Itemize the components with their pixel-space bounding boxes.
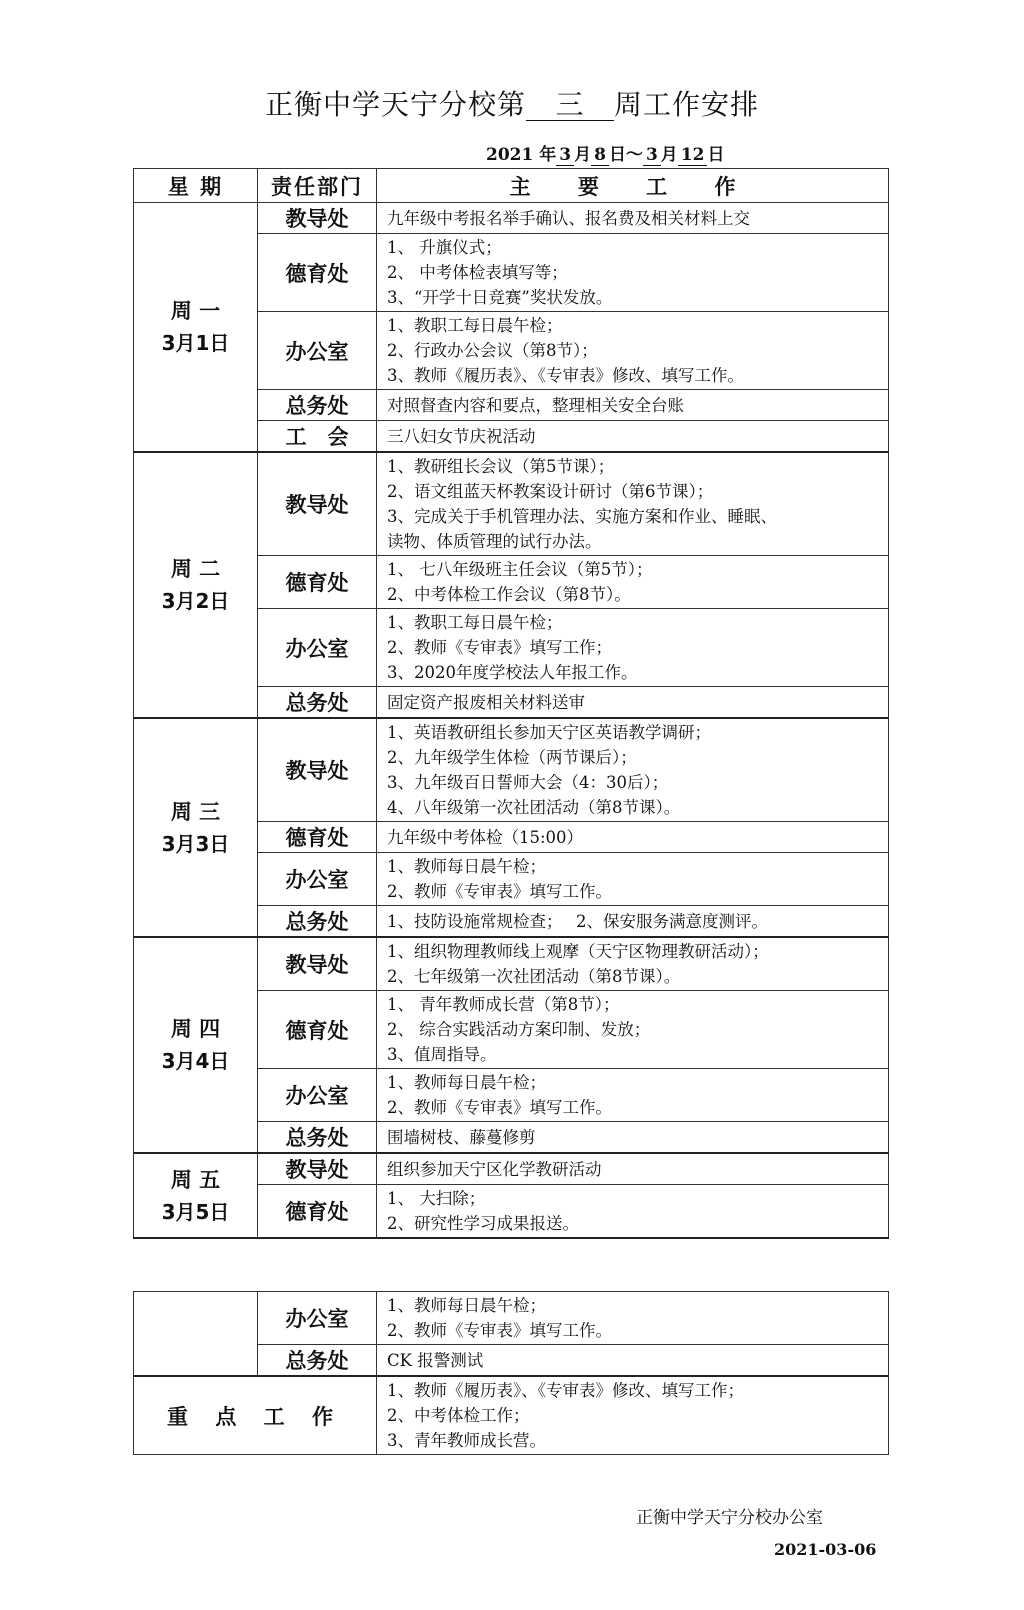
work-cell: [377, 687, 889, 719]
work-item: 1、教职工每日晨午检；: [387, 613, 563, 632]
dept-cell: 总务处: [258, 1122, 377, 1154]
dept-cell: 教导处: [258, 937, 377, 991]
header-day: 星 期: [134, 169, 258, 203]
work-item: 围墙树枝、藤蔓修剪: [387, 1127, 536, 1147]
work-cell: [377, 312, 889, 390]
work-cell: [377, 906, 889, 938]
dept-cell: 办公室: [258, 853, 377, 906]
weekday-label: 周 三: [170, 799, 221, 824]
work-cell: [377, 991, 889, 1069]
work-item: 固定资产报废相关材料送审: [387, 692, 585, 712]
work-item: 九年级中考报名举手确认、报名费及相关材料上交: [387, 208, 750, 228]
work-item: 2、行政办公会议（第8节）；: [387, 341, 598, 360]
work-cell: [377, 421, 889, 453]
dept-cell: 教导处: [258, 452, 377, 556]
work-item: 1、 升旗仪式；: [387, 238, 502, 257]
title-week-number: 三: [526, 90, 614, 121]
day-date: 3月4日: [161, 1049, 230, 1073]
date-range: [486, 140, 724, 166]
schedule-row: [134, 1153, 889, 1185]
work-cell: [377, 452, 889, 556]
day-date: 3月1日: [161, 331, 230, 355]
work-item: 1、 青年教师成长营（第8节）；: [387, 995, 620, 1014]
date-start-month: 3: [556, 145, 574, 166]
empty-day-cell: [134, 1292, 258, 1377]
work-item: 九年级中考体检（15:00）: [387, 827, 584, 847]
work-cell: [377, 556, 889, 609]
dept-cell: 德育处: [258, 991, 377, 1069]
work-item: 1、教研组长会议（第5节课）；: [387, 457, 615, 476]
date-end-day: 12: [678, 145, 708, 166]
day-cell: [134, 1153, 258, 1238]
header-dept: 责任部门: [258, 169, 377, 203]
dept-cell: 德育处: [258, 556, 377, 609]
dept-cell: 总务处: [258, 906, 377, 938]
extra-row: [134, 1292, 889, 1345]
work-item: 1、教师每日晨午检；: [387, 1073, 546, 1092]
dept-cell: 办公室: [258, 1292, 377, 1345]
day-cell: [134, 718, 258, 937]
date-month-label-2: 月: [660, 145, 678, 165]
work-item: 3、2020年度学校法人年报工作。: [387, 663, 638, 682]
work-cell: [377, 1292, 889, 1345]
work-item: 3、“开学十日竞赛”奖状发放。: [387, 288, 613, 307]
work-item: 1、教师每日晨午检；: [387, 1296, 546, 1315]
work-item: 组织参加天宁区化学教研活动: [387, 1159, 602, 1179]
work-item: 4、八年级第一次社团活动（第8节课）。: [387, 798, 681, 817]
work-item: 3、完成关于手机管理办法、实施方案和作业、睡眠、: [387, 507, 777, 526]
work-item: 读物、体质管理的试行办法。: [387, 532, 602, 551]
dept-cell: 办公室: [258, 312, 377, 390]
weekday-label: 周 二: [170, 557, 221, 581]
weekday-label: 周 五: [170, 1167, 221, 1192]
dept-cell: 总务处: [258, 390, 377, 421]
page-title: [0, 83, 1024, 123]
work-item: 对照督查内容和要点，整理相关安全台账: [387, 395, 684, 415]
work-item: 3、教师《履历表》、《专审表》修改、填写工作。: [387, 366, 744, 385]
work-cell: [377, 1185, 889, 1239]
issue-date: 2021-03-06: [774, 1540, 877, 1559]
extra-table: [133, 1291, 889, 1455]
header-work: 主 要 工 作: [377, 169, 889, 203]
dept-cell: 办公室: [258, 1069, 377, 1122]
work-item: 2、教师《专审表》填写工作。: [387, 882, 612, 901]
schedule-row: [134, 937, 889, 991]
focus-row: [134, 1376, 889, 1455]
work-item: 2、教师《专审表》填写工作。: [387, 1098, 612, 1117]
work-cell: [377, 937, 889, 991]
work-item: 3、九年级百日誓师大会（4：30后）；: [387, 773, 669, 792]
work-item: 1、组织物理教师线上观摩（天宁区物理教研活动）；: [387, 942, 769, 961]
day-date: 3月3日: [161, 831, 230, 856]
work-item: 2、教师《专审表》填写工作。: [387, 1321, 612, 1340]
work-item: 2、教师《专审表》填写工作；: [387, 638, 612, 657]
work-item: 2、中考体检工作；: [387, 1406, 530, 1425]
work-item: 1、教师《履历表》、《专审表》修改、填写工作；: [387, 1381, 744, 1400]
schedule-row: [134, 203, 889, 234]
work-item: 2、研究性学习成果报送。: [387, 1214, 579, 1233]
day-cell: [134, 452, 258, 718]
work-cell: [377, 234, 889, 312]
focus-label: 重 点 工 作: [134, 1376, 377, 1455]
work-item: 2、 中考体检表填写等；: [387, 263, 568, 282]
dept-cell: 德育处: [258, 1185, 377, 1239]
work-item: 3、值周指导。: [387, 1045, 497, 1064]
dept-cell: 教导处: [258, 1153, 377, 1185]
weekday-label: 周 一: [170, 299, 221, 323]
work-item: 1、 七八年级班主任会议（第5节）；: [387, 560, 653, 579]
work-item: 2、语文组蓝天杯教案设计研讨（第6节课）；: [387, 482, 714, 501]
work-cell: [377, 1069, 889, 1122]
schedule-body: [134, 203, 889, 1239]
dept-cell: 德育处: [258, 822, 377, 853]
work-cell: [377, 822, 889, 853]
date-month-label: 月: [574, 145, 592, 165]
focus-work-cell: [377, 1376, 889, 1455]
title-prefix: 正衡中学天宁分校第: [264, 88, 526, 121]
work-cell: [377, 390, 889, 421]
day-date: 3月5日: [161, 1199, 230, 1224]
work-item: CK 报警测试: [387, 1350, 484, 1370]
date-day-label: 日～: [608, 145, 643, 165]
schedule-table: [133, 168, 889, 1239]
work-cell: [377, 1345, 889, 1377]
weekday-label: 周 四: [170, 1017, 221, 1041]
extra-body: [134, 1292, 889, 1455]
day-date: 3月2日: [161, 589, 230, 613]
day-cell: [134, 937, 258, 1153]
date-end-month: 3: [643, 145, 661, 166]
date-start-day: 8: [591, 145, 609, 166]
date-end-day-label: 日: [707, 145, 725, 165]
work-item: 3、青年教师成长营。: [387, 1431, 546, 1450]
date-year-label: 年: [539, 145, 557, 165]
dept-cell: 教导处: [258, 718, 377, 822]
dept-cell: 办公室: [258, 609, 377, 687]
dept-cell: 教导处: [258, 203, 377, 234]
dept-cell: 总务处: [258, 1345, 377, 1377]
work-cell: [377, 853, 889, 906]
work-item: 1、 大扫除；: [387, 1189, 486, 1208]
work-cell: [377, 1153, 889, 1185]
date-year: 2021: [486, 145, 534, 165]
dept-cell: 德育处: [258, 234, 377, 312]
work-item: 2、七年级第一次社团活动（第8节课）。: [387, 967, 681, 986]
work-item: 2、中考体检工作会议（第8节）。: [387, 585, 631, 604]
dept-cell: 工 会: [258, 421, 377, 453]
day-cell: [134, 203, 258, 453]
work-cell: [377, 718, 889, 822]
schedule-row: [134, 718, 889, 822]
work-cell: [377, 609, 889, 687]
header-row: [134, 169, 889, 203]
work-item: 1、英语教研组长参加天宁区英语教学调研；: [387, 723, 711, 742]
work-item: 三八妇女节庆祝活动: [387, 426, 536, 446]
work-item: 1、教职工每日晨午检；: [387, 316, 563, 335]
work-item: 1、教师每日晨午检；: [387, 857, 546, 876]
work-cell: [377, 203, 889, 234]
dept-cell: 总务处: [258, 687, 377, 719]
schedule-row: [134, 452, 889, 556]
work-item: 1、技防设施常规检查； 2、保安服务满意度测评。: [387, 911, 768, 931]
work-item: 2、 综合实践活动方案印制、发放；: [387, 1020, 651, 1039]
work-cell: [377, 1122, 889, 1154]
issuer: 正衡中学天宁分校办公室: [636, 1508, 823, 1528]
work-item: 2、九年级学生体检（两节课后）；: [387, 748, 637, 767]
title-suffix: 周工作安排: [614, 88, 760, 121]
